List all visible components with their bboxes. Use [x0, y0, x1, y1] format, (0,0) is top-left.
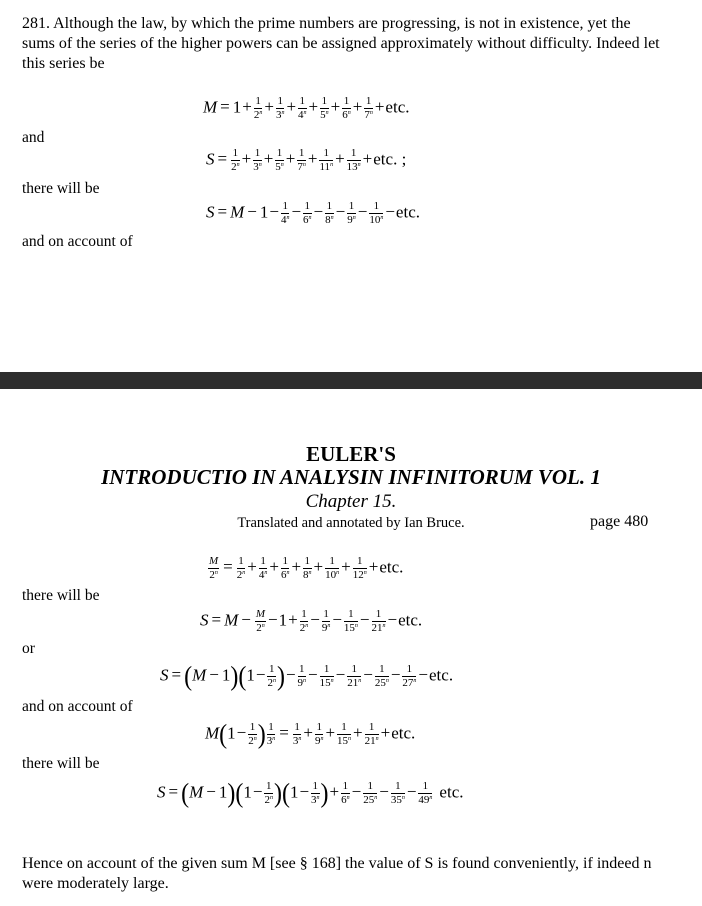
equation-m-product: M(1− $\frac{1}{2^n}$ ) $\frac{1}{3^n}$ = $\frac{1}{3^n}$ + $\frac{1}{9^n}$ + $\frac{1}{15^n}$ + $\frac{1}{21^n}$ +etc. [205, 719, 416, 750]
label-there-will-be: there will be [22, 180, 100, 197]
label-there-will-be-3: there will be [22, 755, 100, 772]
label-and-on-account-of: and on account of [22, 233, 133, 250]
label-or: or [22, 640, 35, 657]
header-author: EULER'S [306, 442, 396, 466]
equation-half-m: $\frac{M}{2^n}$ = $\frac{1}{2^n}$ + $\frac{1}{4^n}$ + $\frac{1}{6^n}$ + $\frac{1}{8^n}$ + $\frac{1}{10^n}$ + $\frac{1}{12^n}$ +etc. [209, 555, 404, 581]
header-chapter: Chapter 15. [305, 491, 397, 512]
conclusion-paragraph: Hence on account of the given sum M [see § 168] the value of S is found conveniently, if indeed n were moderately large. [22, 855, 652, 892]
equation-s-final: S = (M − 1)(1− $\frac{1}{2^n}$ )(1− $\frac{1}{3^n}$ )+ $\frac{1}{6^n}$ − $\frac{1}{25^n}$ − $\frac{1}{35^n}$ − $\frac{1}{49^n}$ etc. [157, 778, 464, 809]
label-and-on-account-of-2: and on account of [22, 698, 133, 715]
intro-paragraph: 281. Although the law, by which the prime numbers are progressing, is not in existence, yet the sums of the series of the higher powers can be assigned approximately without difficulty. Indeed let this series be [22, 15, 660, 72]
header-translator: Translated and annotated by Ian Bruce. [237, 515, 465, 531]
label-there-will-be-2: there will be [22, 587, 100, 604]
equation-m-series: M = 1+ $\frac{1}{2^n}$ + $\frac{1}{3^n}$ + $\frac{1}{4^n}$ + $\frac{1}{5^n}$ + $\frac{1}{6^n}$ + $\frac{1}{7^n}$ +etc. [203, 95, 410, 121]
equation-s-series: S = $\frac{1}{2^n}$ + $\frac{1}{3^n}$ + $\frac{1}{5^n}$ + $\frac{1}{7^n}$ + $\frac{1}{11^n}$ + $\frac{1}{13^n}$ +etc. ; [206, 147, 407, 173]
page-number: page 480 [590, 513, 649, 530]
equation-s-second: S = M − $\frac{M}{2^n}$ −1+ $\frac{1}{2^n}$ − $\frac{1}{9^n}$ − $\frac{1}{15^n}$ − $\frac{1}{21^n}$ −etc. [200, 608, 423, 634]
equation-s-from-m: S = M − 1− $\frac{1}{4^n}$ − $\frac{1}{6^n}$ − $\frac{1}{8^n}$ − $\frac{1}{9^n}$ − $\frac{1}{10^n}$ −etc. [206, 200, 420, 226]
page-separator [0, 372, 702, 389]
equation-s-factored: S = (M − 1)(1− $\frac{1}{2^n}$ )− $\frac{1}{9^n}$ − $\frac{1}{15^n}$ − $\frac{1}{21^n}$ − $\frac{1}{25^n}$ − $\frac{1}{27^n}$ −etc. [160, 661, 454, 692]
label-and: and [22, 129, 45, 146]
header-book-title: INTRODUCTIO IN ANALYSIN INFINITORUM VOL. 1 [101, 465, 601, 489]
